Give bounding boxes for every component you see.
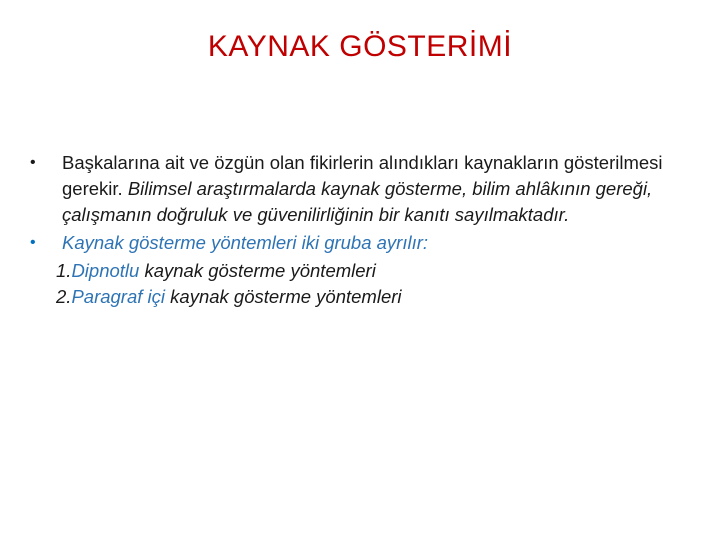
subitem-number: 1. [56, 260, 72, 281]
bullet-text-italic: Bilimsel araştırmalarda kaynak gösterme, bilim ahlâkının gereği, çalışmanın doğruluk ve güvenilirliğinin bir kanıtı sayılmaktadır. [62, 178, 653, 225]
subitem-highlight: Dipnotlu [71, 260, 140, 281]
bullet-list [30, 150, 690, 310]
bullet-text-plain: Başkalarına ait ve özgün olan fikirlerin alındıkları kaynakların gösterilmesi gerekir. [62, 152, 663, 199]
bullet-item-sources [30, 150, 690, 228]
bullet-text-methods: Kaynak gösterme yöntemleri iki gruba ayrılır: [62, 232, 429, 253]
bullet-marker: • [30, 234, 36, 251]
subitem-paragraph-method [30, 284, 690, 310]
subitem-rest: kaynak gösterme yöntemleri [144, 260, 376, 281]
slide-title: KAYNAK GÖSTERİMİ [207, 30, 513, 63]
subitem-highlight: Paragraf içi [71, 286, 166, 307]
subitem-rest: kaynak gösterme yöntemleri [170, 286, 402, 307]
bullet-item-methods [30, 230, 690, 256]
bullet-marker: • [30, 154, 36, 171]
subitem-footnote-method [30, 258, 690, 284]
subitem-number: 2. [56, 286, 72, 307]
